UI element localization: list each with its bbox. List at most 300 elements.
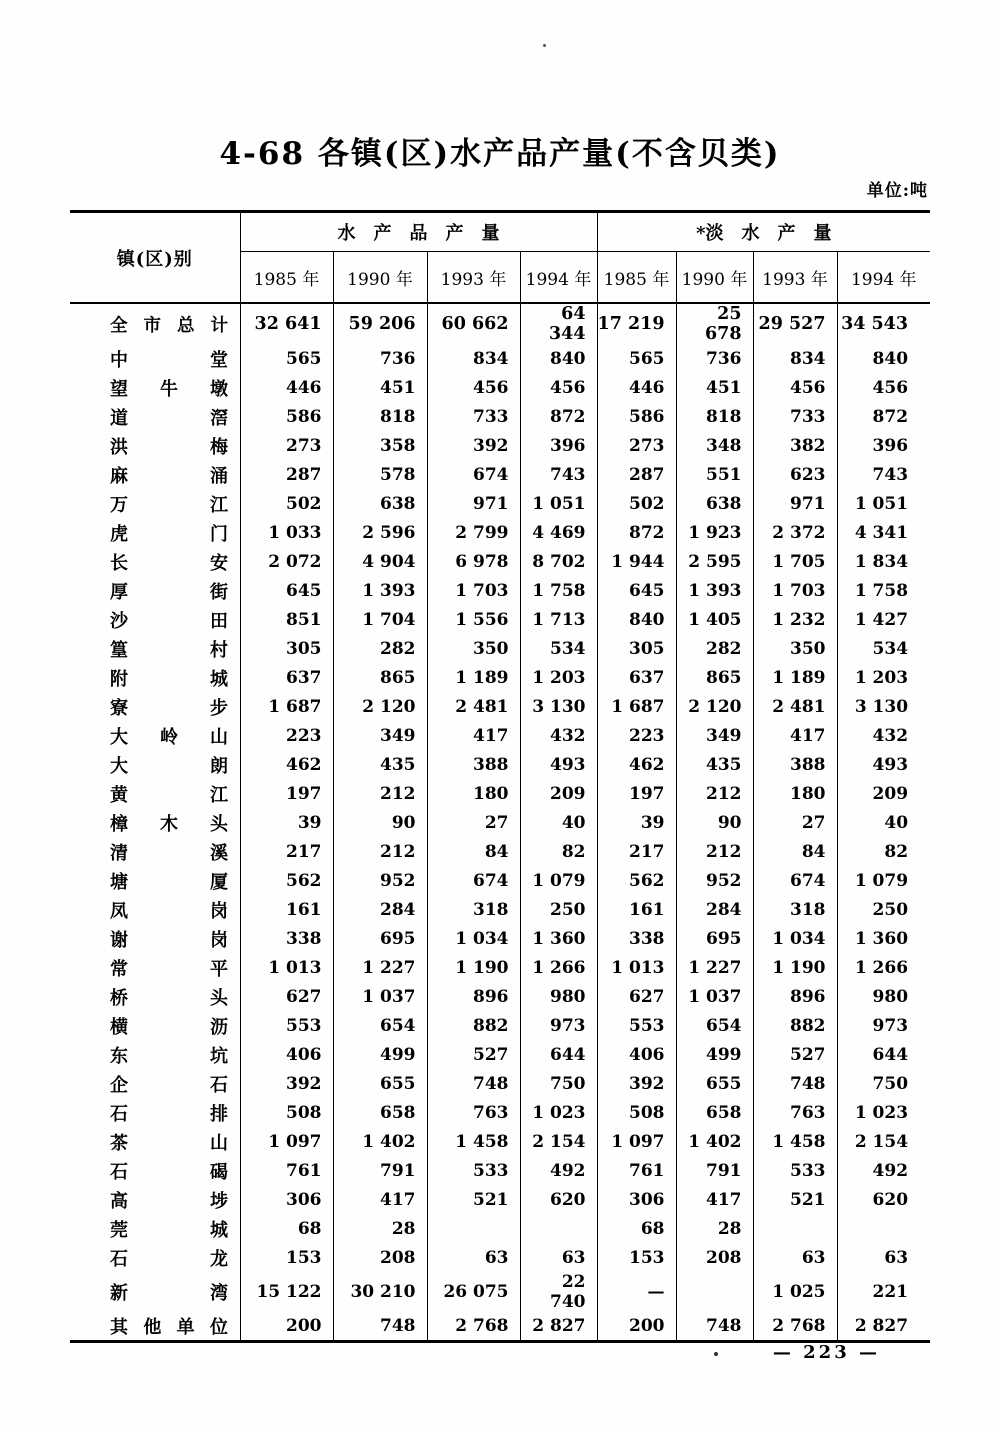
value-cell: 533: [427, 1156, 520, 1185]
value-cell: 396: [520, 431, 597, 460]
table-row: [70, 663, 930, 692]
value-cell: 22 740: [520, 1272, 597, 1312]
value-cell: 791: [676, 1156, 753, 1185]
value-cell: 209: [872, 783, 909, 804]
value-cell: 209: [520, 779, 597, 808]
value-cell: 406: [597, 1040, 676, 1069]
table-row: [70, 431, 930, 460]
value-cell: 1 703: [753, 576, 837, 605]
value-cell: 565: [240, 344, 333, 373]
value-cell: 212: [676, 837, 753, 866]
value-cell: 287: [597, 460, 676, 489]
value-cell: 273: [240, 431, 333, 460]
value-cell: 318: [427, 895, 520, 924]
table-row: [70, 1243, 930, 1272]
value-cell: 834: [753, 344, 837, 373]
value-cell: 2 768: [753, 1312, 837, 1341]
value-cell: 2 799: [427, 518, 520, 547]
value-cell: 2 481: [753, 692, 837, 721]
town-name: 厚街: [110, 581, 228, 603]
town-name: 企石: [110, 1074, 228, 1096]
value-cell: 2 154: [520, 1127, 597, 1156]
value-cell: 1 034: [753, 924, 837, 953]
town-name-cell: [70, 1011, 240, 1040]
table-row: [70, 1040, 930, 1069]
value-cell: 27: [753, 808, 837, 837]
value-cell: 1 705: [753, 547, 837, 576]
value-cell: 565: [597, 344, 676, 373]
value-cell: 645: [240, 576, 333, 605]
value-cell: 348: [676, 431, 753, 460]
value-cell: 349: [676, 721, 753, 750]
value-cell: 521: [427, 1185, 520, 1214]
table-row: [70, 1156, 930, 1185]
town-name-cell: [70, 808, 240, 837]
value-cell: 1 266: [520, 953, 597, 982]
value-cell: 1 758: [854, 580, 909, 601]
value-cell: 1 203: [854, 667, 909, 688]
value-cell: 851: [240, 605, 333, 634]
value-cell: 446: [597, 373, 676, 402]
value-cell: 502: [597, 489, 676, 518]
value-cell: 180: [427, 779, 520, 808]
value-cell: 655: [676, 1069, 753, 1098]
value-cell: —: [597, 1272, 676, 1312]
value-cell: 1 079: [520, 866, 597, 895]
town-name: 长安: [110, 552, 228, 574]
value-cell: 1 713: [520, 605, 597, 634]
town-name-cell: [70, 721, 240, 750]
town-name-cell: [70, 460, 240, 489]
value-cell: 623: [753, 460, 837, 489]
value-cell: 1 834: [854, 551, 909, 572]
value-cell: 392: [597, 1069, 676, 1098]
value-cell: [427, 1214, 520, 1243]
value-cell: 818: [676, 402, 753, 431]
value-cell: 432: [520, 721, 597, 750]
value-cell: 223: [597, 721, 676, 750]
town-name-cell: [70, 303, 240, 344]
value-cell: 456: [427, 373, 520, 402]
value-cell: 553: [597, 1011, 676, 1040]
value-cell: 872: [520, 402, 597, 431]
value-cell: 350: [753, 634, 837, 663]
value-cell: 1 405: [676, 605, 753, 634]
town-name: 桥头: [110, 987, 228, 1009]
value-cell: 736: [676, 344, 753, 373]
value-cell: 39: [597, 808, 676, 837]
value-cell: 586: [240, 402, 333, 431]
table-row: [70, 692, 930, 721]
value-cell: 1 051: [854, 493, 909, 514]
value-cell: 865: [676, 663, 753, 692]
value-cell: 620: [872, 1189, 909, 1210]
value-cell: 2 120: [333, 692, 427, 721]
value-cell: 882: [753, 1011, 837, 1040]
town-name-cell: [70, 953, 240, 982]
value-cell: 2 481: [427, 692, 520, 721]
value-cell: 388: [427, 750, 520, 779]
table-row: [70, 953, 930, 982]
town-name: 黄江: [110, 784, 228, 806]
value-cell: 338: [240, 924, 333, 953]
value-cell: 435: [333, 750, 427, 779]
value-cell: 763: [753, 1098, 837, 1127]
value-cell: 451: [676, 373, 753, 402]
value-cell: 30 210: [333, 1272, 427, 1312]
town-name-cell: [70, 779, 240, 808]
town-name-cell: [70, 1127, 240, 1156]
value-cell: 3 130: [854, 696, 909, 717]
value-cell: 578: [333, 460, 427, 489]
value-cell: 1 033: [240, 518, 333, 547]
value-cell: 2 595: [676, 547, 753, 576]
value-cell: 818: [333, 402, 427, 431]
value-cell: 197: [597, 779, 676, 808]
value-cell: 153: [597, 1243, 676, 1272]
town-name: 塘厦: [110, 871, 228, 893]
town-name: 附城: [110, 668, 228, 690]
value-cell: 2 768: [427, 1312, 520, 1341]
value-cell: 620: [520, 1185, 597, 1214]
value-cell: 34 543: [841, 314, 909, 334]
value-cell: 456: [753, 373, 837, 402]
town-name: 高埗: [110, 1190, 228, 1212]
value-cell: 90: [676, 808, 753, 837]
value-cell: 417: [676, 1185, 753, 1214]
page-title: 4-68 各镇(区)水产品产量(不含贝类): [219, 136, 781, 172]
value-cell: 318: [753, 895, 837, 924]
value-cell: 627: [240, 982, 333, 1011]
value-cell: 1 013: [240, 953, 333, 982]
value-cell: 973: [520, 1011, 597, 1040]
value-cell: 1 189: [753, 663, 837, 692]
value-cell: 217: [597, 837, 676, 866]
table-row: [70, 373, 930, 402]
year-header: 1990 年: [676, 252, 753, 304]
value-cell: 4 469: [520, 518, 597, 547]
value-cell: 212: [333, 837, 427, 866]
value-cell: 27: [427, 808, 520, 837]
value-cell: 306: [240, 1185, 333, 1214]
town-name-cell: [70, 1272, 240, 1312]
value-cell: 493: [520, 750, 597, 779]
value-cell: 406: [240, 1040, 333, 1069]
value-cell: 1 360: [520, 924, 597, 953]
value-cell: [520, 1214, 597, 1243]
value-cell: [676, 1272, 753, 1312]
value-cell: 1 013: [597, 953, 676, 982]
value-cell: 282: [333, 634, 427, 663]
table-row: [70, 924, 930, 953]
town-name: 寮步: [110, 697, 228, 719]
value-cell: 68: [597, 1214, 676, 1243]
town-name: 麻涌: [110, 465, 228, 487]
value-cell: 508: [240, 1098, 333, 1127]
value-cell: 748: [676, 1312, 753, 1341]
town-name: 其他单位: [110, 1316, 228, 1338]
value-cell: 1 402: [676, 1127, 753, 1156]
value-cell: 456: [872, 377, 909, 398]
value-cell: 674: [427, 460, 520, 489]
value-cell: 338: [597, 924, 676, 953]
value-cell: 462: [240, 750, 333, 779]
value-cell: 1 458: [427, 1127, 520, 1156]
town-name: 道滘: [110, 407, 228, 429]
town-name: 大朗: [110, 755, 228, 777]
value-cell: 733: [427, 402, 520, 431]
town-name-cell: [70, 924, 240, 953]
value-cell: 60 662: [427, 303, 520, 344]
table-row: [70, 518, 930, 547]
value-cell: 763: [427, 1098, 520, 1127]
table-row: [70, 1185, 930, 1214]
town-name-cell: [70, 692, 240, 721]
town-name-cell: [70, 1069, 240, 1098]
value-cell: 462: [597, 750, 676, 779]
value-cell: 492: [872, 1160, 909, 1181]
value-cell: 527: [753, 1040, 837, 1069]
value-cell: 221: [872, 1282, 909, 1302]
value-cell: 654: [333, 1011, 427, 1040]
town-name-cell: [70, 518, 240, 547]
town-name-cell: [70, 489, 240, 518]
value-cell: 1 189: [427, 663, 520, 692]
value-cell: 534: [520, 634, 597, 663]
value-cell: 1 266: [854, 957, 909, 978]
value-cell: 743: [520, 460, 597, 489]
value-cell: 971: [427, 489, 520, 518]
value-cell: 59 206: [333, 303, 427, 344]
town-name-cell: [70, 866, 240, 895]
year-header: 1990 年: [333, 252, 427, 304]
town-name: 石排: [110, 1103, 228, 1125]
town-name-cell: [70, 663, 240, 692]
table-header: [70, 212, 930, 304]
value-cell: 153: [240, 1243, 333, 1272]
value-cell: 840: [520, 344, 597, 373]
town-name: 望牛墩: [110, 378, 228, 400]
value-cell: 392: [240, 1069, 333, 1098]
town-name: 大岭山: [110, 726, 228, 748]
value-cell: 1 758: [520, 576, 597, 605]
value-cell: 533: [753, 1156, 837, 1185]
value-cell: 2 154: [854, 1131, 909, 1152]
value-cell: 25 678: [676, 303, 753, 344]
value-cell: 17 219: [597, 303, 676, 344]
value-cell: 499: [676, 1040, 753, 1069]
value-cell: 896: [753, 982, 837, 1011]
town-name: 万江: [110, 494, 228, 516]
value-cell: 306: [597, 1185, 676, 1214]
value-cell: 350: [427, 634, 520, 663]
value-cell: 952: [676, 866, 753, 895]
value-cell: 1 227: [333, 953, 427, 982]
value-cell: 417: [333, 1185, 427, 1214]
town-name: 樟木头: [110, 813, 228, 835]
value-cell: 1 037: [333, 982, 427, 1011]
table-row: [70, 303, 930, 344]
year-header: 1985 年: [597, 252, 676, 304]
town-name: 清溪: [110, 842, 228, 864]
value-cell: 521: [753, 1185, 837, 1214]
value-cell: 980: [520, 982, 597, 1011]
value-cell: 1 393: [333, 576, 427, 605]
value-cell: 1 023: [854, 1102, 909, 1123]
value-cell: 63: [520, 1243, 597, 1272]
value-cell: 743: [872, 464, 909, 485]
town-name-cell: [70, 1312, 240, 1341]
value-cell: 2 120: [676, 692, 753, 721]
table-row: [70, 895, 930, 924]
table-row: [70, 489, 930, 518]
value-cell: 1 923: [676, 518, 753, 547]
town-name: 中堂: [110, 349, 228, 371]
town-name: 洪梅: [110, 436, 228, 458]
value-cell: 1 703: [427, 576, 520, 605]
value-cell: 6 978: [427, 547, 520, 576]
town-name: 横沥: [110, 1016, 228, 1038]
table-row: [70, 1127, 930, 1156]
value-cell: 1 023: [520, 1098, 597, 1127]
value-cell: 287: [240, 460, 333, 489]
value-cell: 3 130: [520, 692, 597, 721]
value-cell: 1 704: [333, 605, 427, 634]
table-row: [70, 837, 930, 866]
value-cell: 750: [520, 1069, 597, 1098]
value-cell: 90: [333, 808, 427, 837]
table-row: [70, 1312, 930, 1341]
table-row: [70, 1098, 930, 1127]
value-cell: 284: [333, 895, 427, 924]
value-cell: 212: [333, 779, 427, 808]
value-cell: 250: [520, 895, 597, 924]
value-cell: [753, 1214, 837, 1243]
value-cell: 748: [333, 1312, 427, 1341]
value-cell: 1 190: [427, 953, 520, 982]
value-cell: 200: [597, 1312, 676, 1341]
town-name-cell: [70, 634, 240, 663]
town-name: 莞城: [110, 1219, 228, 1241]
value-cell: 26 075: [427, 1272, 520, 1312]
value-cell: 28: [333, 1214, 427, 1243]
value-cell: 40: [884, 812, 909, 833]
value-cell: 32 641: [240, 303, 333, 344]
value-cell: 695: [333, 924, 427, 953]
value-cell: 305: [597, 634, 676, 663]
town-name-cell: [70, 982, 240, 1011]
table-row: [70, 808, 930, 837]
value-cell: 627: [597, 982, 676, 1011]
value-cell: 695: [676, 924, 753, 953]
town-name-cell: [70, 547, 240, 576]
value-cell: 971: [753, 489, 837, 518]
value-cell: 1 097: [597, 1127, 676, 1156]
value-cell: 2 827: [520, 1312, 597, 1341]
value-cell: 1 944: [597, 547, 676, 576]
value-cell: 273: [597, 431, 676, 460]
value-cell: 417: [427, 721, 520, 750]
value-cell: 644: [520, 1040, 597, 1069]
value-cell: 456: [520, 373, 597, 402]
value-cell: 388: [753, 750, 837, 779]
value-cell: 840: [597, 605, 676, 634]
value-cell: 1 037: [676, 982, 753, 1011]
value-cell: 217: [240, 837, 333, 866]
value-cell: 1 034: [427, 924, 520, 953]
value-cell: 1 203: [520, 663, 597, 692]
value-cell: 973: [872, 1015, 909, 1036]
value-cell: 492: [520, 1156, 597, 1185]
value-cell: 527: [427, 1040, 520, 1069]
value-cell: 28: [676, 1214, 753, 1243]
value-cell: 493: [872, 754, 909, 775]
value-cell: 63: [427, 1243, 520, 1272]
town-name: 谢岗: [110, 929, 228, 951]
value-cell: 562: [597, 866, 676, 895]
value-cell: 750: [872, 1073, 909, 1094]
value-cell: 8 702: [520, 547, 597, 576]
value-cell: 748: [753, 1069, 837, 1098]
value-cell: 644: [872, 1044, 909, 1065]
value-cell: 637: [597, 663, 676, 692]
value-cell: 63: [753, 1243, 837, 1272]
value-cell: 1 458: [753, 1127, 837, 1156]
value-cell: 161: [240, 895, 333, 924]
value-cell: 63: [884, 1247, 909, 1268]
town-name-cell: [70, 837, 240, 866]
value-cell: 161: [597, 895, 676, 924]
value-cell: 1 097: [240, 1127, 333, 1156]
value-cell: 1 227: [676, 953, 753, 982]
value-cell: 40: [520, 808, 597, 837]
town-name: 东坑: [110, 1045, 228, 1067]
town-name-cell: [70, 1098, 240, 1127]
value-cell: 197: [240, 779, 333, 808]
value-cell: 250: [872, 899, 909, 920]
value-cell: 840: [872, 348, 909, 369]
value-cell: 674: [427, 866, 520, 895]
town-name: 篁村: [110, 639, 228, 661]
value-cell: 1 360: [854, 928, 909, 949]
town-name-cell: [70, 344, 240, 373]
value-cell: 674: [753, 866, 837, 895]
value-cell: 586: [597, 402, 676, 431]
value-cell: 534: [872, 638, 909, 659]
table-row: [70, 750, 930, 779]
table-body: [70, 303, 930, 1341]
town-name-cell: [70, 373, 240, 402]
value-cell: 508: [597, 1098, 676, 1127]
value-cell: 4 904: [333, 547, 427, 576]
value-cell: 1 025: [753, 1272, 837, 1312]
value-cell: 223: [240, 721, 333, 750]
value-cell: 733: [753, 402, 837, 431]
town-name-cell: [70, 1214, 240, 1243]
town-name-cell: [70, 1185, 240, 1214]
value-cell: 392: [427, 431, 520, 460]
town-name-cell: [70, 895, 240, 924]
aquatic-output-table: [70, 210, 930, 1343]
group-header-freshwater: *淡 水 产 量: [597, 212, 930, 252]
value-cell: 84: [753, 837, 837, 866]
table-row: [70, 721, 930, 750]
town-name-cell: [70, 750, 240, 779]
value-cell: 1 687: [597, 692, 676, 721]
scan-speck: [714, 1352, 718, 1356]
town-name-cell: [70, 431, 240, 460]
value-cell: 1 393: [676, 576, 753, 605]
